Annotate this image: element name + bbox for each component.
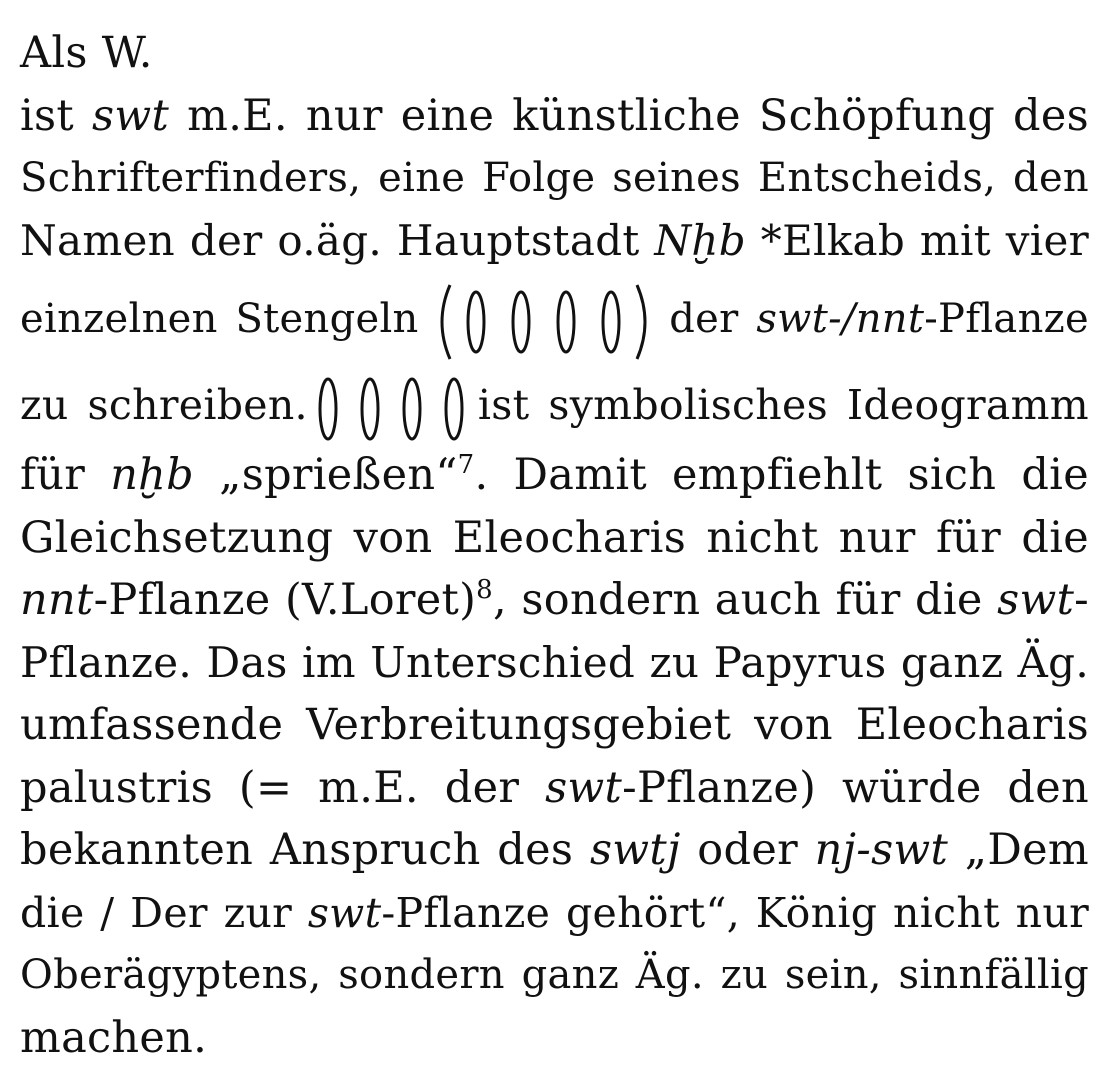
text-line-3: Schrifterfinders, eine Folge seines Entscheids, den bbox=[20, 155, 1089, 201]
text-line-4: Namen der o.äg. Hauptstadt Nḫb *Elkab mit vier bbox=[20, 215, 1089, 265]
text-line-1: Als W. bbox=[20, 28, 153, 78]
footnote-ref-7: 7 bbox=[457, 450, 475, 480]
text-line-7: für nḫb „sprießen“$^7$. Damit empfiehlt sich die bbox=[20, 450, 1089, 500]
hieroglyph-four-stalks bbox=[308, 372, 478, 446]
text-line-10: Pflanze. Das im Unterschied zu Papyrus ganz Äg. bbox=[20, 637, 1089, 687]
text-line-6: zu schreiben. ist symbolisches Ideogramm bbox=[20, 366, 1089, 444]
text-line-15: Oberägyptens, sondern ganz Äg. zu sein, sinnfällig bbox=[20, 952, 1089, 998]
text-line-2: ist swt m.E. nur eine künstliche Schöpfung des bbox=[20, 90, 1089, 141]
text-line-12: palustris (= m.E. der swt-Pflanze) würde den bbox=[20, 762, 1090, 813]
text-line-8: Gleichsetzung von Eleocharis nicht nur für die bbox=[20, 512, 1089, 563]
text-line-11: umfassende Verbreitungsgebiet von Eleocharis bbox=[20, 700, 1089, 750]
text-line-5: einzelnen Stengeln der swt-/nnt-Pflanze bbox=[20, 272, 1089, 366]
text-line-13: bekannten Anspruch des swtj oder nj-swt „Dem bbox=[20, 825, 1089, 875]
text-line-14: die / Der zur swt-Pflanze gehört“, König nicht nur bbox=[20, 888, 1089, 937]
text-line-16: machen. bbox=[20, 1012, 208, 1063]
text-line-9: nnt-Pflanze (V.Loret)$^8$, sondern auch für die swt- bbox=[20, 575, 1089, 625]
footnote-ref-8: 8 bbox=[476, 575, 493, 605]
hieroglyph-four-stalks-bracketed bbox=[436, 281, 651, 363]
